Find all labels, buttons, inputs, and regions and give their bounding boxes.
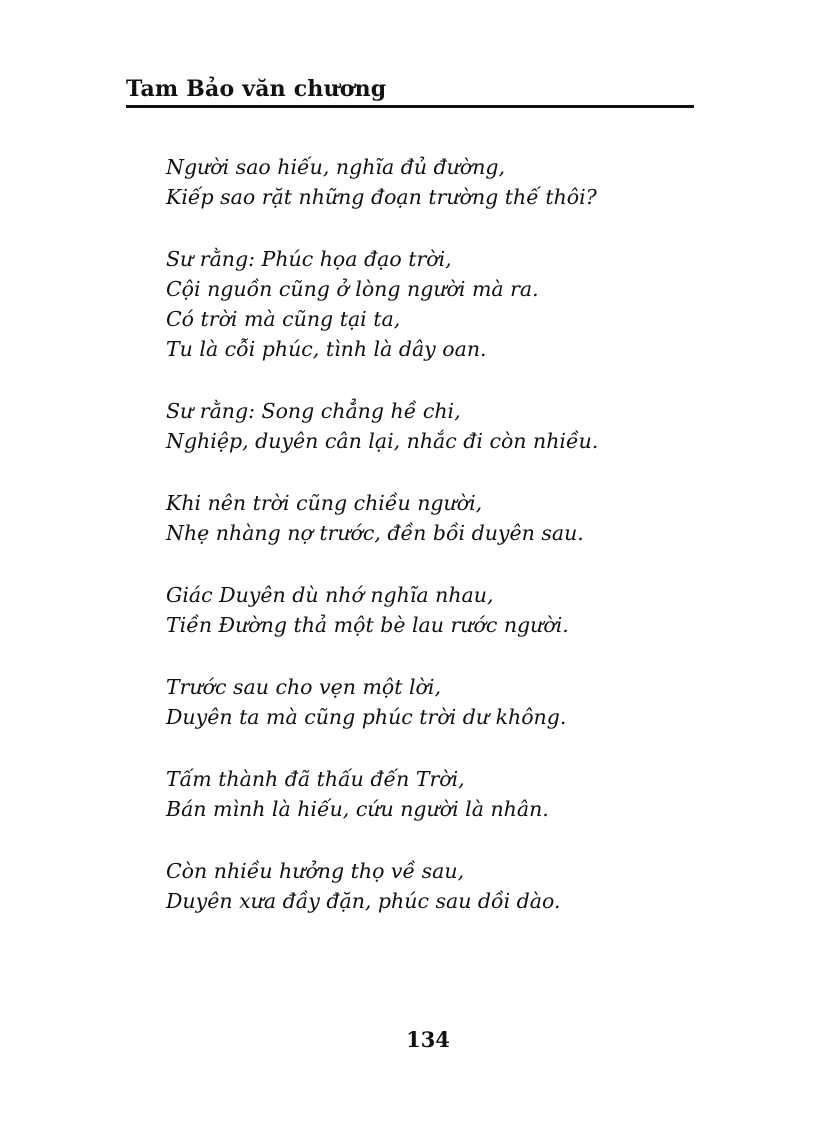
poem-line: Sư rằng: Song chẳng hề chi, — [166, 399, 461, 423]
poem-line: Tiền Đường thả một bè lau rước người. — [166, 613, 569, 637]
poem-line: Tu là cỗi phúc, tình là dây oan. — [166, 337, 487, 361]
stanza-4 — [166, 488, 686, 548]
poem-line: Duyên xưa đầy đặn, phúc sau dồi dào. — [166, 889, 561, 913]
running-title: Tam Bảo văn chương — [126, 76, 387, 102]
poem-body — [166, 152, 686, 948]
poem-line: Nghiệp, duyên cân lại, nhắc đi còn nhiều. — [166, 429, 599, 453]
stanza-3 — [166, 396, 686, 456]
poem-line: Sư rằng: Phúc họa đạo trời, — [166, 247, 452, 271]
poem-line: Khi nên trời cũng chiều người, — [166, 491, 483, 515]
stanza-7 — [166, 764, 686, 824]
poem-line: Có trời mà cũng tại ta, — [166, 307, 401, 331]
stanza-8 — [166, 856, 686, 916]
poem-line: Giác Duyên dù nhớ nghĩa nhau, — [166, 583, 494, 607]
poem-line: Tấm thành đã thấu đến Trời, — [166, 767, 465, 791]
poem-line: Cội nguồn cũng ở lòng người mà ra. — [166, 277, 539, 301]
stanza-2 — [166, 244, 686, 364]
poem-line: Kiếp sao rặt những đoạn trường thế thôi? — [166, 185, 597, 209]
poem-line: Còn nhiều hưởng thọ về sau, — [166, 859, 465, 883]
page-number: 134 — [406, 1027, 450, 1052]
poem-line: Trước sau cho vẹn một lời, — [166, 675, 441, 699]
poem-line: Bán mình là hiếu, cứu người là nhân. — [166, 797, 549, 821]
page-header — [126, 74, 694, 108]
poem-line: Duyên ta mà cũng phúc trời dư không. — [166, 705, 567, 729]
poem-line: Người sao hiếu, nghĩa đủ đường, — [166, 155, 506, 179]
stanza-1 — [166, 152, 686, 212]
poem-line: Nhẹ nhàng nợ trước, đền bồi duyên sau. — [166, 521, 584, 545]
stanza-6 — [166, 672, 686, 732]
stanza-5 — [166, 580, 686, 640]
